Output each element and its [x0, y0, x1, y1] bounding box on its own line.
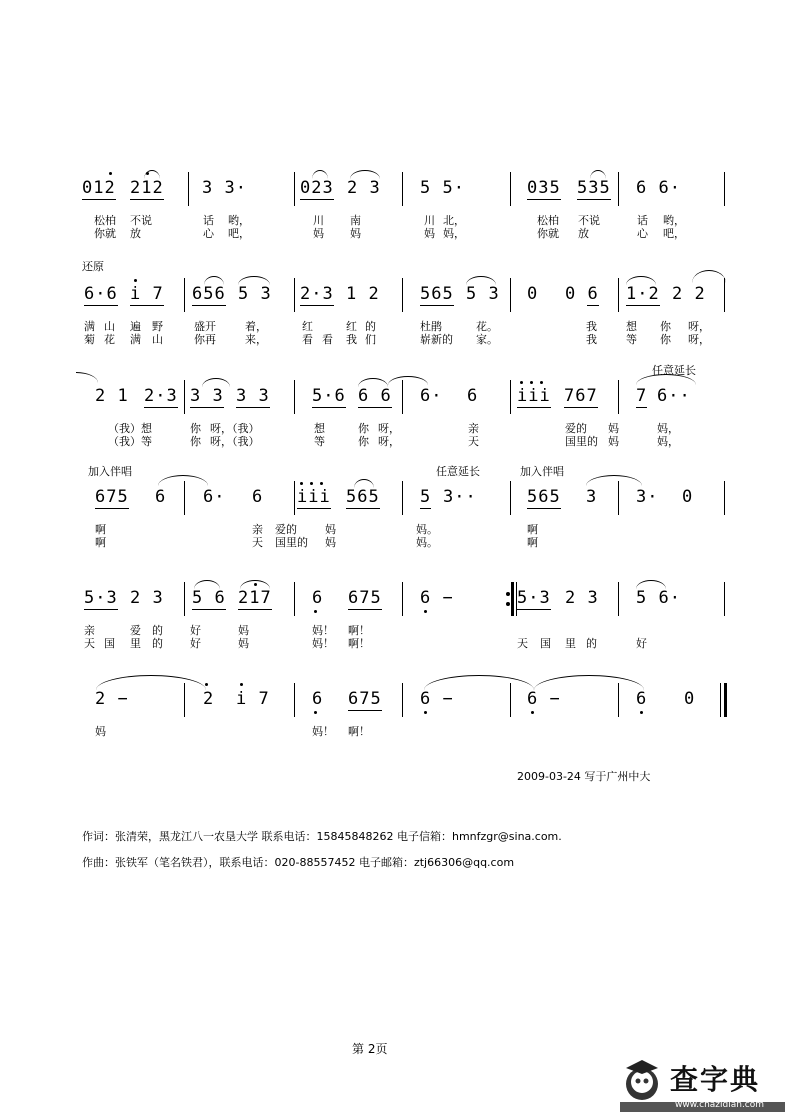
lyric-word: 亲	[252, 523, 263, 536]
composer-credit: 作曲：张铁军（笔名铁君），联系电话：020-88557452 电子邮箱：ztj66306@qq.com	[82, 856, 515, 869]
lyric-word: 啊	[95, 536, 106, 549]
beam-underline	[348, 609, 382, 610]
lyric-word: 心	[637, 227, 648, 240]
score-line-4	[0, 465, 790, 581]
watermark-logo	[620, 1052, 785, 1112]
key-note: 还原	[82, 260, 104, 273]
lyric-word: 松柏	[94, 214, 116, 227]
note-group: 6	[252, 487, 264, 507]
note-group: 5 3	[238, 284, 272, 304]
lyric-word: 爱	[130, 624, 141, 637]
lyric-word: 红	[346, 320, 357, 333]
lyric-word: 呀，	[688, 320, 710, 333]
lyric-word: 好	[636, 637, 647, 650]
note-group: 656	[192, 284, 226, 304]
lyric-word: 花。	[476, 320, 498, 333]
note-group: 6 −	[420, 689, 454, 709]
date-note: 2009-03-24 写于广州中大	[517, 770, 651, 783]
lyric-word: 妈。	[416, 536, 438, 549]
note-group: 023	[300, 178, 334, 198]
lyric-word: 妈	[325, 536, 336, 549]
lyric-word: 南	[350, 214, 361, 227]
lyric-word: 妈！	[312, 624, 334, 637]
note-group: 2 3	[130, 588, 164, 608]
lyric-word: 国	[540, 637, 551, 650]
lyric-word: 妈！	[312, 725, 334, 738]
lyric-word: 看	[302, 333, 313, 346]
note-group: 212	[130, 178, 164, 198]
lyric-word: 妈	[350, 227, 361, 240]
lyric-word: 心	[203, 227, 214, 240]
note-group: 217	[238, 588, 272, 608]
lyric-word: 爱的	[565, 422, 587, 435]
annotation-join-chorus-1: 加入伴唱	[88, 465, 132, 478]
note-group: 5·3	[84, 588, 118, 608]
note-group: 3·	[636, 487, 659, 507]
lyric-word: 呀，（我）	[210, 422, 260, 435]
note-group: 565	[527, 487, 561, 507]
note-group: 3 3	[236, 386, 270, 406]
note-group: 6	[312, 689, 324, 709]
note-group: 3··	[443, 487, 477, 507]
lyric-word: 啊	[527, 536, 538, 549]
lyric-word: 的	[152, 624, 163, 637]
lyric-word: 吧，	[663, 227, 685, 240]
lyric-word: 国	[104, 637, 115, 650]
lyric-word: 着，	[245, 320, 267, 333]
beam-underline	[626, 305, 660, 306]
note-group: i 7	[130, 284, 164, 304]
note-group: 012	[82, 178, 116, 198]
lyric-word: 满	[84, 320, 95, 333]
lyric-word: 妈，	[443, 227, 465, 240]
lyric-word: 妈。	[416, 523, 438, 536]
note-group: 2 −	[95, 689, 129, 709]
note-group: 035	[527, 178, 561, 198]
beam-underline	[420, 508, 431, 509]
note-group: 3	[586, 487, 598, 507]
lyric-word: 野	[152, 320, 163, 333]
lyric-word: 红	[302, 320, 313, 333]
lyric-word: 啊！	[348, 624, 370, 637]
beam-underline	[95, 508, 129, 509]
lyric-word: 国里的	[565, 435, 598, 448]
lyric-word: 山	[104, 320, 115, 333]
beam-underline	[84, 609, 118, 610]
beam-underline	[236, 407, 270, 408]
note-group: 675	[348, 689, 382, 709]
lyric-word: 你	[660, 333, 671, 346]
lyric-word: 想	[314, 422, 325, 435]
note-group: 675	[348, 588, 382, 608]
note-group: iii	[517, 386, 551, 406]
note-group: 6 6·	[636, 178, 681, 198]
beam-underline	[130, 199, 164, 200]
lyric-word: 呀，	[688, 333, 710, 346]
lyric-word: 天	[517, 637, 528, 650]
lyric-word: 松柏	[537, 214, 559, 227]
lyric-word: 妈，	[657, 422, 679, 435]
beam-underline	[348, 710, 382, 711]
lyric-word: 我	[346, 333, 357, 346]
lyric-word: 你	[190, 435, 201, 448]
beam-underline	[190, 407, 224, 408]
lyric-word: 不说	[130, 214, 152, 227]
note-group: 2·3	[300, 284, 334, 304]
lyric-word: 里	[565, 637, 576, 650]
note-group: 767	[564, 386, 598, 406]
lyric-word: 爱的	[275, 523, 297, 536]
lyric-word: 遍	[130, 320, 141, 333]
lyric-word: （我）等	[108, 435, 152, 448]
lyric-word: 吧，	[228, 227, 250, 240]
note-group: 6·	[203, 487, 226, 507]
note-group: 2 3	[565, 588, 599, 608]
beam-underline	[527, 199, 561, 200]
note-group: 675	[95, 487, 129, 507]
lyric-word: 们	[365, 333, 376, 346]
note-group: 5·3	[517, 588, 551, 608]
lyric-word: 等	[626, 333, 637, 346]
lyric-word: 菊	[84, 333, 95, 346]
watermark-brand: 查字典	[670, 1063, 761, 1096]
watermark-url: www.chazidian.com	[675, 1100, 765, 1110]
lyric-word: 我	[586, 320, 597, 333]
beam-underline	[82, 199, 116, 200]
lyric-word: 不说	[578, 214, 600, 227]
beam-underline	[420, 305, 454, 306]
lyric-word: 妈	[313, 227, 324, 240]
lyric-word: 家。	[476, 333, 498, 346]
lyricist-credit: 作词：张清荣，黑龙江八一农垦大学 联系电话：15845848262 电子信箱：hmnfzgr@sina.com.	[82, 830, 562, 843]
lyric-word: 啊	[95, 523, 106, 536]
beam-underline	[84, 305, 118, 306]
lyric-word: 看	[322, 333, 333, 346]
lyric-word: 天	[468, 435, 479, 448]
note-group: 0	[527, 284, 539, 304]
beam-underline	[300, 199, 334, 200]
lyric-word: 妈	[424, 227, 435, 240]
lyric-word: 等	[314, 435, 325, 448]
beam-underline	[297, 508, 331, 509]
beam-underline	[577, 199, 611, 200]
note-group: 5 3	[466, 284, 500, 304]
lyric-word: 的	[586, 637, 597, 650]
lyric-word: 天	[252, 536, 263, 549]
beam-underline	[192, 609, 226, 610]
note-group: 5·6	[312, 386, 346, 406]
lyric-word: 啊	[527, 523, 538, 536]
note-group: 6	[467, 386, 479, 406]
lyric-word: 你	[358, 422, 369, 435]
lyric-word: 妈	[325, 523, 336, 536]
lyric-word: 北，	[443, 214, 465, 227]
lyric-word: 你就	[94, 227, 116, 240]
note-group: 6·6	[84, 284, 118, 304]
note-group: 565	[346, 487, 380, 507]
note-group: 2 2	[672, 284, 706, 304]
note-group: 0 6	[565, 284, 599, 304]
lyric-word: 盛开	[194, 320, 216, 333]
lyric-word: 崭新的	[420, 333, 453, 346]
beam-underline	[300, 305, 334, 306]
beam-underline	[312, 407, 346, 408]
beam-underline	[130, 305, 164, 306]
note-group: 6 6	[358, 386, 392, 406]
lyric-word: 啊！	[348, 637, 370, 650]
note-group: 535	[577, 178, 611, 198]
lyric-word: 妈！	[312, 637, 334, 650]
note-group: 2 1	[95, 386, 129, 406]
lyric-word: 山	[152, 333, 163, 346]
lyric-word: 的	[152, 637, 163, 650]
lyric-word: 满	[130, 333, 141, 346]
lyric-word: 花	[104, 333, 115, 346]
lyric-word: 杜鹃	[420, 320, 442, 333]
lyric-word: 你就	[537, 227, 559, 240]
note-group: 1 2	[346, 284, 380, 304]
note-group: 6	[636, 689, 648, 709]
lyric-word: 呀，	[378, 422, 400, 435]
lyric-word: 放	[130, 227, 141, 240]
lyric-word: 里	[130, 637, 141, 650]
beam-underline	[144, 407, 178, 408]
note-group: 6	[312, 588, 324, 608]
lyric-word: 国里的	[275, 536, 308, 549]
annotation-free-extend-2: 任意延长	[436, 465, 480, 478]
score-line-6	[0, 683, 790, 783]
beam-underline	[636, 407, 647, 408]
annotation-free-extend: 任意延长	[652, 364, 696, 377]
beam-underline	[346, 508, 380, 509]
beam-underline	[517, 609, 551, 610]
note-group: 6··	[657, 386, 691, 406]
beam-underline	[564, 407, 598, 408]
note-group: 6 −	[527, 689, 561, 709]
note-group: 7	[636, 386, 648, 406]
lyric-word: 妈	[95, 725, 106, 738]
lyric-word: 呀，	[378, 435, 400, 448]
lyric-word: 啊！	[348, 725, 370, 738]
lyric-word: 川	[313, 214, 324, 227]
note-group: 6	[155, 487, 167, 507]
note-group: 5 5·	[420, 178, 465, 198]
lyric-word: 妈，	[657, 435, 679, 448]
note-group: 565	[420, 284, 454, 304]
page-number: 第 2页	[352, 1042, 388, 1056]
note-group: 6 −	[420, 588, 454, 608]
note-group: 6·	[420, 386, 443, 406]
lyric-word: 话	[203, 214, 214, 227]
lyric-word: 好	[190, 624, 201, 637]
lyric-word: 我	[586, 333, 597, 346]
note-group: i 7	[236, 689, 270, 709]
lyric-word: 川	[424, 214, 435, 227]
score-line-1	[0, 172, 790, 272]
lyric-word: 话	[637, 214, 648, 227]
lyric-word: 你	[660, 320, 671, 333]
note-group: 2 3	[347, 178, 381, 198]
lyric-word: 放	[578, 227, 589, 240]
lyric-word: 你再	[194, 333, 216, 346]
lyric-word: 来，	[245, 333, 267, 346]
lyric-word: 亲	[468, 422, 479, 435]
note-group: 5 6	[192, 588, 226, 608]
note-group: 1·2	[626, 284, 660, 304]
lyric-word: 呀，（我）	[210, 435, 260, 448]
note-group: 5 6·	[636, 588, 681, 608]
note-group: 2·3	[144, 386, 178, 406]
beam-underline	[238, 609, 272, 610]
lyric-word: 好	[190, 637, 201, 650]
beam-underline	[527, 508, 561, 509]
note-group: 3 3	[190, 386, 224, 406]
lyric-word: 妈	[238, 624, 249, 637]
note-group: 2	[203, 689, 215, 709]
annotation-join-chorus-2: 加入伴唱	[520, 465, 564, 478]
note-group: iii	[297, 487, 331, 507]
score-line-5	[0, 582, 790, 682]
lyric-word: 你	[358, 435, 369, 448]
lyric-word: 妈	[238, 637, 249, 650]
beam-underline	[587, 305, 598, 306]
note-group: 0	[684, 689, 696, 709]
lyric-word: （我）想	[108, 422, 152, 435]
note-group: 5	[420, 487, 432, 507]
lyric-word: 你	[190, 422, 201, 435]
beam-underline	[358, 407, 392, 408]
lyric-word: 哟，	[228, 214, 250, 227]
beam-underline	[192, 305, 226, 306]
note-group: 0	[682, 487, 694, 507]
lyric-word: 的	[365, 320, 376, 333]
lyric-word: 想	[626, 320, 637, 333]
beam-underline	[517, 407, 551, 408]
lyric-word: 哟，	[663, 214, 685, 227]
lyric-word: 亲	[84, 624, 95, 637]
lyric-word: 天	[84, 637, 95, 650]
lyric-word: 妈	[608, 422, 619, 435]
lyric-word: 妈	[608, 435, 619, 448]
note-group: 3 3·	[202, 178, 247, 198]
